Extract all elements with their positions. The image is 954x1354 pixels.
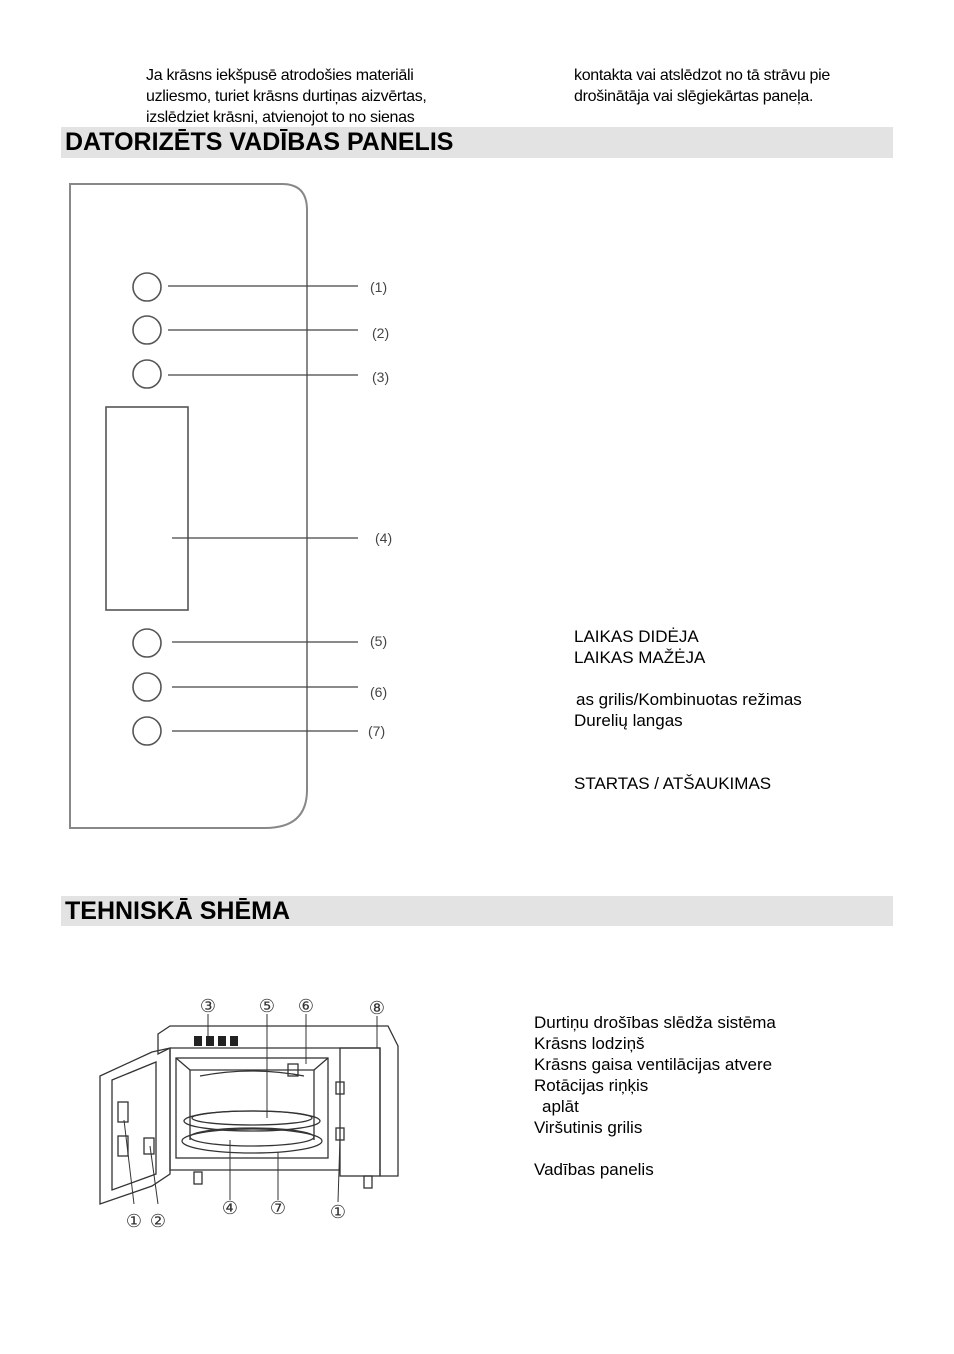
legend-line: Durelių langas xyxy=(574,711,683,730)
intro-left-column xyxy=(146,65,427,128)
legend-line: Rotācijas riņķis xyxy=(534,1076,649,1095)
legend-line: Krāsns gaisa ventilācijas atvere xyxy=(534,1055,773,1074)
legend-line: LAIKAS MAŽĖJA xyxy=(574,648,706,667)
control-panel-legend xyxy=(574,626,802,794)
panel-button-6 xyxy=(133,673,161,701)
intro-left-line: izslēdziet krāsni, atvienojot to no sienas xyxy=(146,109,415,126)
oven-callout-4: ④ xyxy=(221,1198,239,1218)
intro-right-line: kontakta vai atslēdzot no tā strāvu pie xyxy=(574,67,831,84)
panel-button-7 xyxy=(133,717,161,745)
oven-callout-8: ⑧ xyxy=(368,998,386,1018)
panel-button-5 xyxy=(133,629,161,657)
intro-right-line: drošinātāja vai slēgiekārtas paneļa. xyxy=(574,88,814,105)
callout-label-4: (4) xyxy=(375,530,393,546)
callout-label-6: (6) xyxy=(370,684,388,700)
control-panel-section-title: DATORIZĒTS VADĪBAS PANELIS xyxy=(65,128,454,156)
callout-label-7: (7) xyxy=(368,723,386,739)
control-panel-section-header xyxy=(61,127,893,158)
vent-slot xyxy=(206,1036,214,1046)
panel-button-3 xyxy=(133,360,161,388)
callout-label-1: (1) xyxy=(370,279,388,295)
oven-door xyxy=(100,1048,170,1204)
legend-line: as grilis/Kombinuotas režimas xyxy=(576,690,802,709)
oven-callout-5: ⑤ xyxy=(258,996,276,1016)
technical-section-title: TEHNISKĀ SHĒMA xyxy=(65,897,291,925)
oven-callout-7: ⑦ xyxy=(269,1198,287,1218)
legend-line: LAIKAS DIDĖJA xyxy=(574,627,699,646)
vent-slot xyxy=(194,1036,202,1046)
intro-left-line: Ja krāsns iekšpusē atrodošies materiāli xyxy=(146,67,414,84)
legend-line xyxy=(574,752,802,773)
legend-line: Krāsns lodziņš xyxy=(534,1034,645,1053)
legend-line: aplāt xyxy=(542,1097,579,1116)
vent-slot xyxy=(218,1036,226,1046)
callout-label-3: (3) xyxy=(372,369,390,385)
legend-line: Viršutinis grilis xyxy=(534,1118,643,1137)
panel-button-2 xyxy=(133,316,161,344)
oven-cavity xyxy=(176,1058,328,1158)
panel-display-window xyxy=(106,407,188,610)
technical-section-header xyxy=(61,896,893,926)
legend-line xyxy=(574,731,802,752)
oven-legend xyxy=(534,1012,776,1180)
callout-label-5: (5) xyxy=(370,633,388,649)
door-latch xyxy=(118,1102,128,1122)
intro-left-line: uzliesmo, turiet krāsns durtiņas aizvērtas, xyxy=(146,88,427,105)
oven-callout-3: ③ xyxy=(199,996,217,1016)
oven-control-panel xyxy=(340,1048,380,1176)
legend-line xyxy=(534,1138,776,1159)
oven-callout-1-left: ① xyxy=(125,1211,143,1231)
callout-label-2: (2) xyxy=(372,325,390,341)
oven-diagram xyxy=(90,990,420,1240)
legend-line: Vadības panelis xyxy=(534,1160,654,1179)
legend-line: Durtiņu drošības slēdža sistēma xyxy=(534,1013,776,1032)
control-panel-diagram xyxy=(60,178,410,838)
oven-callout-6: ⑥ xyxy=(297,996,315,1016)
panel-button-1 xyxy=(133,273,161,301)
intro-right-column xyxy=(574,65,830,107)
vent-slot xyxy=(230,1036,238,1046)
oven-callout-1-right: ① xyxy=(329,1202,347,1222)
oven-callout-2: ② xyxy=(149,1211,167,1231)
legend-line xyxy=(574,668,802,689)
legend-line: STARTAS / ATŠAUKIMAS xyxy=(574,774,772,793)
